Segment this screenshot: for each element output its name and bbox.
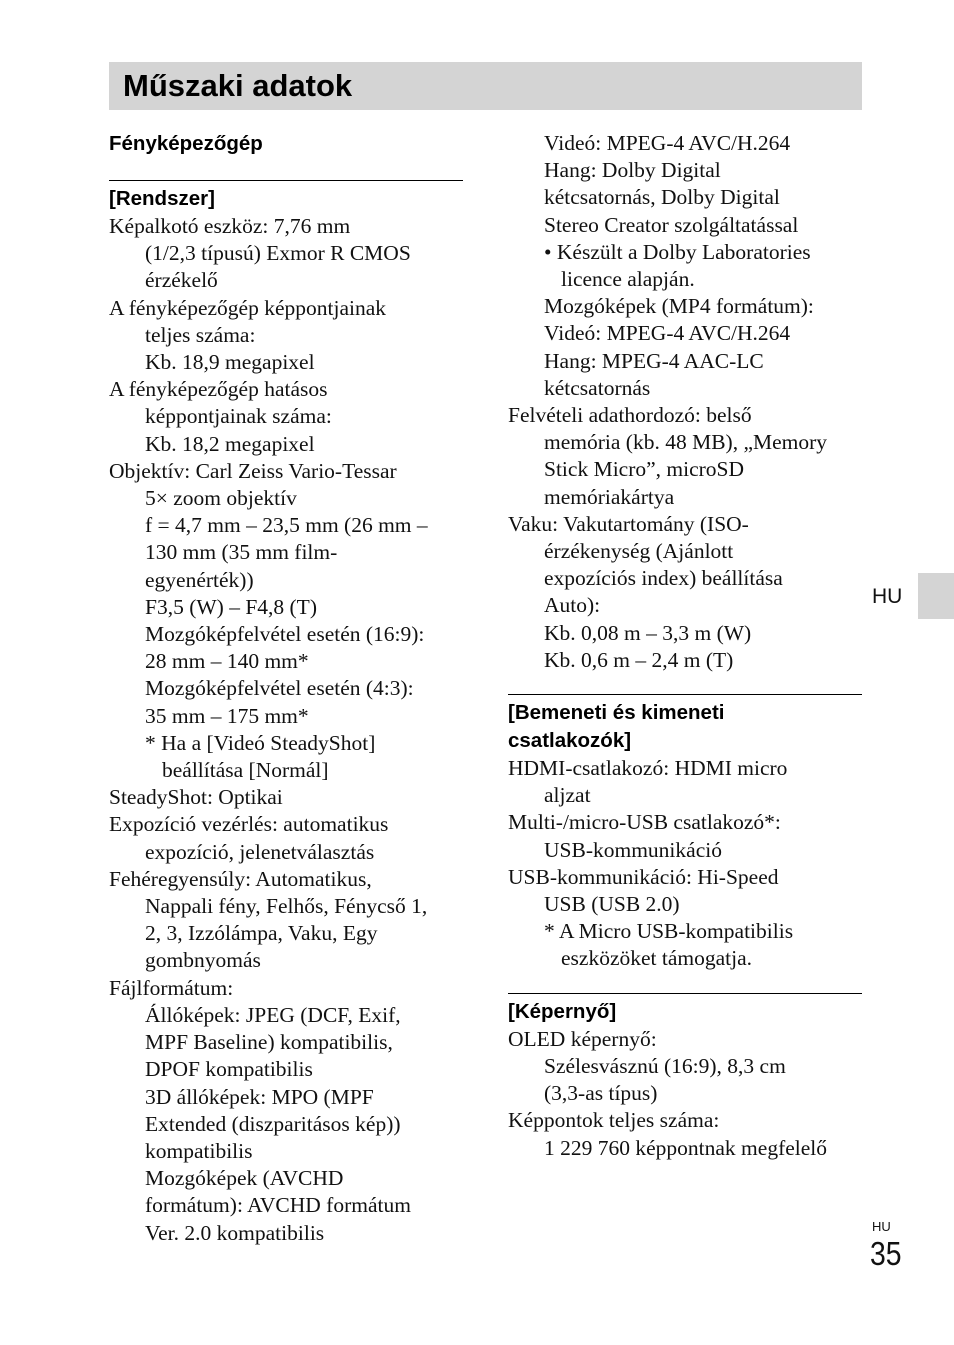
language-tab [918, 573, 954, 619]
spec-line: USB-kommunikáció: Hi-Speed [508, 864, 779, 889]
spec-line: HDMI-csatlakozó: HDMI micro [508, 756, 788, 781]
spec-line: Vaku: Vakutartomány (ISO- [508, 511, 749, 536]
spec-line: gombnyomás [145, 948, 261, 973]
spec-line: MPF Baseline) kompatibilis, [145, 1030, 393, 1055]
spec-line: Kb. 0,6 m – 2,4 m (T) [544, 647, 734, 672]
bullet-line: • Készült a Dolby Laboratories [544, 239, 811, 264]
spec-line: 130 mm (35 mm film- [145, 540, 338, 565]
spec-line: formátum): AVCHD formátum [145, 1193, 411, 1218]
spec-line: A fényképezőgép képpontjainak [109, 295, 387, 320]
camera-heading: Fényképezőgép [109, 132, 263, 155]
spec-line: kétcsatornás [544, 375, 651, 400]
spec-line: memória (kb. 48 MB), „Memory [544, 430, 828, 455]
section-divider [508, 993, 862, 994]
section-screen-heading: [Képernyő] [508, 999, 617, 1023]
spec-line: Fájlformátum: [109, 975, 234, 1000]
spec-line: Videó: MPEG-4 AVC/H.264 [544, 321, 791, 346]
spec-line: Felvételi adathordozó: belső [508, 403, 752, 428]
language-tab-label: HU [872, 585, 903, 608]
spec-line: Expozíció vezérlés: automatikus [109, 812, 389, 837]
footnote-line: beállítása [Normál] [162, 758, 329, 783]
spec-line: képpontjainak száma: [145, 404, 332, 429]
spec-line: Ver. 2.0 kompatibilis [145, 1220, 325, 1245]
spec-line: Mozgóképfelvétel esetén (4:3): [145, 676, 414, 701]
spec-line: SteadyShot: Optikai [109, 785, 283, 810]
spec-line: Auto): [544, 593, 601, 618]
spec-line: 5× zoom objektív [145, 486, 297, 511]
spec-line: Hang: MPEG-4 AAC-LC [544, 348, 764, 373]
spec-line: OLED képernyő: [508, 1026, 657, 1051]
spec-line: f = 4,7 mm – 23,5 mm (26 mm – [145, 513, 428, 538]
title-bar [109, 62, 862, 110]
spec-line: kétcsatornás, Dolby Digital [544, 185, 780, 210]
spec-line: F3,5 (W) – F4,8 (T) [145, 594, 317, 619]
spec-line: expozíció, jelenetválasztás [145, 839, 375, 864]
spec-line: USB-kommunikáció [544, 837, 722, 862]
section-system-heading: [Rendszer] [109, 187, 215, 210]
page-language: HU [872, 1219, 891, 1234]
spec-line: Mozgóképfelvétel esetén (16:9): [145, 622, 425, 647]
spec-line: Stereo Creator szolgáltatással [544, 212, 799, 237]
footnote-line: eszközöket támogatja. [561, 946, 753, 971]
section-io-heading-cont: csatlakozók] [508, 729, 632, 753]
spec-line: Állóképek: JPEG (DCF, Exif, [145, 1002, 401, 1027]
left-column [109, 130, 463, 1247]
footnote-line: * Ha a [Videó SteadyShot] [145, 730, 376, 755]
right-column [508, 130, 862, 1162]
spec-line: kompatibilis [145, 1138, 253, 1163]
spec-line: Képpontok teljes száma: [508, 1108, 720, 1133]
spec-line: Kb. 18,2 megapixel [145, 431, 315, 456]
spec-line: Kb. 0,08 m – 3,3 m (W) [544, 620, 752, 645]
section-divider [109, 180, 463, 181]
spec-line: Nappali fény, Felhős, Fénycső 1, [145, 894, 428, 919]
spec-line: Szélesvásznú (16:9), 8,3 cm [544, 1053, 786, 1078]
spec-line: (3,3-as típus) [544, 1081, 658, 1106]
page-title: Műszaki adatok [123, 68, 353, 103]
spec-line: Hang: Dolby Digital [544, 158, 721, 183]
spec-line: A fényképezőgép hatásos [109, 377, 328, 402]
section-io-heading: [Bemeneti és kimeneti [508, 701, 725, 725]
spec-line: Mozgóképek (AVCHD [145, 1166, 344, 1191]
spec-line: expozíciós index) beállítása [544, 566, 783, 591]
spec-line: (1/2,3 típusú) Exmor R CMOS [145, 241, 411, 266]
spec-line: 1 229 760 képpontnak megfelelő [544, 1135, 828, 1160]
spec-line: érzékenység (Ajánlott [544, 539, 734, 564]
spec-line: memóriakártya [544, 484, 675, 509]
spec-line: Mozgóképek (MP4 formátum): [544, 294, 814, 319]
spec-line: Fehéregyensúly: Automatikus, [109, 866, 372, 891]
spec-line: Objektív: Carl Zeiss Vario-Tessar [109, 458, 397, 483]
spec-line: 35 mm – 175 mm* [145, 703, 309, 728]
spec-line: teljes száma: [145, 322, 256, 347]
page-number: 35 [870, 1235, 902, 1272]
spec-line: 2, 3, Izzólámpa, Vaku, Egy [145, 921, 378, 946]
spec-line: Videó: MPEG-4 AVC/H.264 [544, 131, 791, 155]
spec-line: Stick Micro”, microSD [544, 457, 745, 482]
spec-line: Képalkotó eszköz: 7,76 mm [109, 214, 351, 238]
footnote-line: * A Micro USB-kompatibilis [544, 919, 794, 944]
spec-line: Multi-/micro-USB csatlakozó*: [508, 810, 781, 835]
spec-line: Extended (diszparitásos kép)) [145, 1111, 401, 1136]
spec-line: aljzat [544, 783, 591, 808]
spec-line: USB (USB 2.0) [544, 892, 680, 917]
spec-line: 3D állóképek: MPO (MPF [145, 1084, 374, 1109]
section-divider [508, 694, 862, 695]
bullet-line: licence alapján. [561, 267, 695, 292]
spec-line: érzékelő [145, 268, 218, 293]
spec-line: egyenérték)) [145, 567, 254, 592]
spec-line: 28 mm – 140 mm* [145, 649, 309, 674]
spec-line: Kb. 18,9 megapixel [145, 350, 315, 375]
spec-line: DPOF kompatibilis [145, 1057, 313, 1082]
